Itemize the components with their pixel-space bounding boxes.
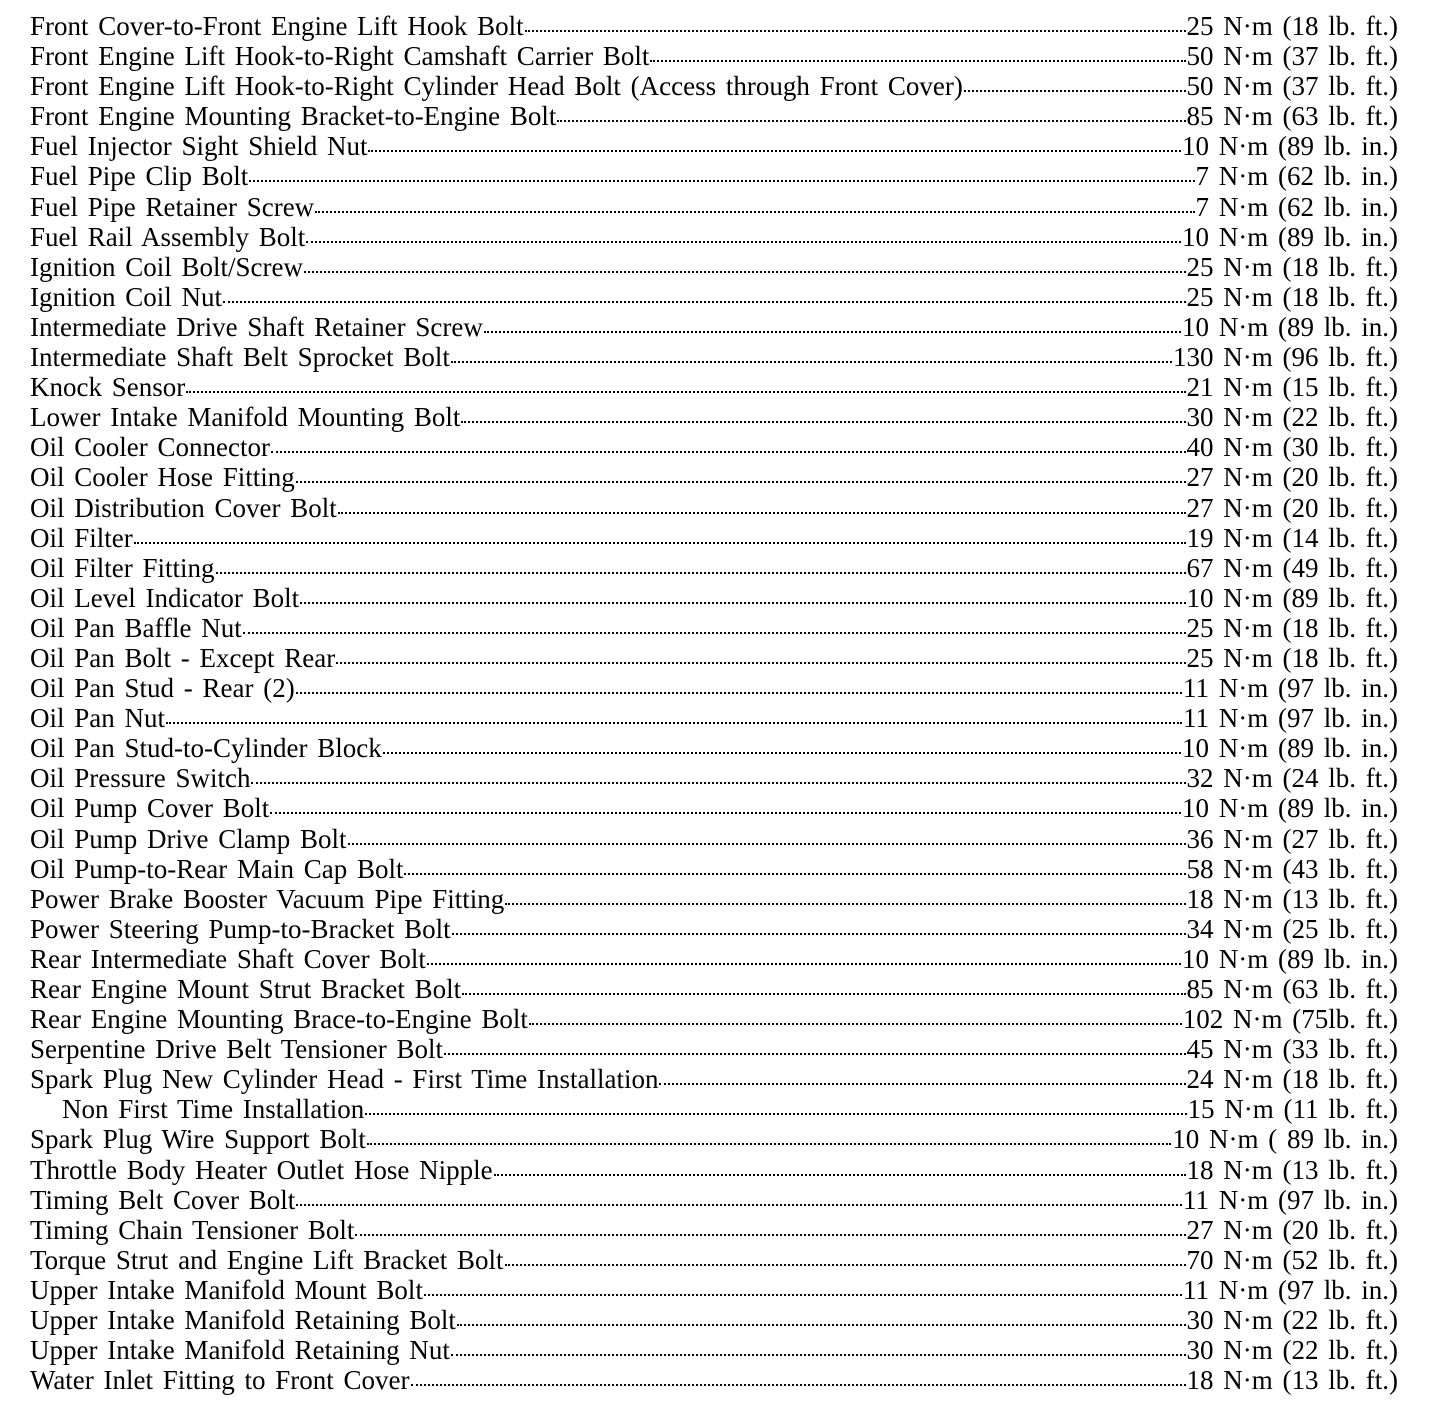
spec-label: Oil Pan Baffle Nut bbox=[30, 612, 242, 643]
spec-row bbox=[30, 884, 1398, 914]
spec-row bbox=[30, 41, 1398, 71]
spec-row bbox=[30, 161, 1398, 191]
dot-leader bbox=[296, 692, 1182, 694]
dot-leader bbox=[296, 481, 1186, 483]
dot-leader bbox=[505, 1264, 1186, 1266]
spec-label: Power Brake Booster Vacuum Pipe Fitting bbox=[30, 883, 505, 914]
dot-leader bbox=[424, 1294, 1182, 1296]
spec-label: Oil Pan Stud-to-Cylinder Block bbox=[30, 733, 382, 764]
spec-value: 10 N·m (89 lb. in.) bbox=[1182, 943, 1398, 974]
dot-leader bbox=[304, 271, 1186, 273]
spec-label: Oil Pump-to-Rear Main Cap Bolt bbox=[30, 853, 404, 884]
spec-value: 19 N·m (14 lb. ft.) bbox=[1186, 522, 1398, 553]
spec-label: Oil Distribution Cover Bolt bbox=[30, 492, 337, 523]
spec-value: 25 N·m (18 lb. ft.) bbox=[1186, 11, 1398, 41]
spec-label: Oil Filter bbox=[30, 522, 133, 553]
spec-row bbox=[30, 432, 1398, 462]
spec-label: Ignition Coil Bolt/Screw bbox=[30, 251, 303, 282]
dot-leader bbox=[296, 1204, 1182, 1206]
spec-row bbox=[30, 763, 1398, 793]
dot-leader bbox=[336, 662, 1185, 664]
dot-leader bbox=[659, 1083, 1185, 1085]
dot-leader bbox=[462, 993, 1185, 995]
spec-label: Fuel Rail Assembly Bolt bbox=[30, 221, 306, 252]
dot-leader bbox=[529, 1023, 1182, 1025]
dot-leader bbox=[650, 60, 1185, 62]
spec-label: Oil Level Indicator Bolt bbox=[30, 582, 300, 613]
spec-label: Knock Sensor bbox=[30, 372, 186, 403]
spec-value: 7 N·m (62 lb. in.) bbox=[1195, 191, 1398, 222]
dot-leader bbox=[338, 512, 1186, 514]
spec-value: 15 N·m (11 lb. ft.) bbox=[1187, 1094, 1398, 1125]
spec-row bbox=[30, 824, 1398, 854]
dot-leader bbox=[525, 30, 1186, 32]
spec-value: 32 N·m (24 lb. ft.) bbox=[1186, 763, 1398, 794]
spec-row bbox=[30, 222, 1398, 252]
dot-leader bbox=[505, 903, 1185, 905]
spec-value: 10 N·m (89 lb. ft.) bbox=[1186, 582, 1398, 613]
spec-row bbox=[30, 613, 1398, 643]
spec-row bbox=[30, 372, 1398, 402]
dot-leader bbox=[216, 572, 1186, 574]
spec-value: 24 N·m (18 lb. ft.) bbox=[1186, 1064, 1398, 1095]
spec-row bbox=[30, 462, 1398, 492]
spec-label: Timing Belt Cover Bolt bbox=[30, 1184, 296, 1215]
dot-leader bbox=[452, 933, 1186, 935]
spec-row bbox=[30, 1094, 1398, 1124]
spec-label: Rear Intermediate Shaft Cover Bolt bbox=[30, 943, 426, 974]
spec-label: Lower Intake Manifold Mounting Bolt bbox=[30, 402, 461, 433]
spec-value: 30 N·m (22 lb. ft.) bbox=[1186, 1335, 1398, 1366]
spec-label: Power Steering Pump-to-Bracket Bolt bbox=[30, 913, 451, 944]
spec-row bbox=[30, 312, 1398, 342]
spec-row bbox=[30, 192, 1398, 222]
spec-label: Upper Intake Manifold Retaining Bolt bbox=[30, 1305, 456, 1336]
spec-label: Fuel Pipe Retainer Screw bbox=[30, 191, 315, 222]
spec-label: Upper Intake Manifold Mount Bolt bbox=[30, 1274, 423, 1305]
spec-label: Timing Chain Tensioner Bolt bbox=[30, 1214, 355, 1245]
spec-row bbox=[30, 703, 1398, 733]
spec-value: 25 N·m (18 lb. ft.) bbox=[1186, 642, 1398, 673]
dot-leader bbox=[306, 241, 1181, 243]
spec-label: Oil Pump Drive Clamp Bolt bbox=[30, 823, 347, 854]
spec-value: 130 N·m (96 lb. ft.) bbox=[1173, 342, 1398, 373]
dot-leader bbox=[444, 1053, 1185, 1055]
spec-row bbox=[30, 131, 1398, 161]
spec-value: 27 N·m (20 lb. ft.) bbox=[1186, 462, 1398, 493]
spec-row bbox=[30, 1275, 1398, 1305]
spec-label: Rear Engine Mount Strut Bracket Bolt bbox=[30, 974, 462, 1004]
spec-value: 102 N·m (75lb. ft.) bbox=[1182, 1004, 1398, 1035]
spec-row bbox=[30, 11, 1398, 41]
spec-row bbox=[30, 1305, 1398, 1335]
dot-leader bbox=[411, 1384, 1186, 1386]
spec-label: Torque Strut and Engine Lift Bracket Bolt bbox=[30, 1244, 504, 1275]
spec-row bbox=[30, 793, 1398, 823]
dot-leader bbox=[348, 843, 1186, 845]
dot-leader bbox=[166, 722, 1182, 724]
spec-label: Water Inlet Fitting to Front Cover bbox=[30, 1365, 410, 1396]
spec-value: 10 N·m (89 lb. in.) bbox=[1182, 793, 1398, 824]
torque-spec-list bbox=[30, 11, 1398, 1395]
spec-row bbox=[30, 493, 1398, 523]
spec-row bbox=[30, 673, 1398, 703]
dot-leader bbox=[404, 873, 1185, 875]
spec-value: 10 N·m (89 lb. in.) bbox=[1182, 733, 1398, 764]
spec-label: Oil Pan Stud - Rear (2) bbox=[30, 673, 295, 704]
spec-value: 11 N·m (97 lb. in.) bbox=[1183, 1274, 1398, 1305]
spec-label: Front Engine Lift Hook-to-Right Cylinder Head Bolt (Access through Front Cover) bbox=[30, 71, 963, 102]
dot-leader bbox=[427, 963, 1181, 965]
dot-leader bbox=[368, 150, 1181, 152]
spec-row bbox=[30, 1155, 1398, 1185]
dot-leader bbox=[249, 180, 1194, 182]
spec-row bbox=[30, 1245, 1398, 1275]
spec-value: 25 N·m (18 lb. ft.) bbox=[1186, 281, 1398, 312]
spec-row bbox=[30, 282, 1398, 312]
spec-value: 50 N·m (37 lb. ft.) bbox=[1186, 41, 1398, 72]
spec-value: 10 N·m (89 lb. in.) bbox=[1182, 131, 1398, 162]
spec-value: 11 N·m (97 lb. in.) bbox=[1183, 1184, 1398, 1215]
dot-leader bbox=[243, 632, 1186, 634]
dot-leader bbox=[270, 812, 1181, 814]
dot-leader bbox=[964, 90, 1186, 92]
spec-label: Rear Engine Mounting Brace-to-Engine Bolt bbox=[30, 1004, 528, 1035]
spec-row bbox=[30, 733, 1398, 763]
spec-value: 21 N·m (15 lb. ft.) bbox=[1186, 372, 1398, 403]
dot-leader bbox=[557, 120, 1185, 122]
dot-leader bbox=[461, 421, 1185, 423]
spec-label: Non First Time Installation bbox=[62, 1094, 365, 1125]
spec-row bbox=[30, 1185, 1398, 1215]
spec-label: Oil Cooler Connector bbox=[30, 432, 270, 463]
spec-row bbox=[30, 101, 1398, 131]
spec-value: 30 N·m (22 lb. ft.) bbox=[1186, 402, 1398, 433]
spec-label: Oil Pan Nut bbox=[30, 703, 166, 734]
spec-label: Spark Plug New Cylinder Head - First Time Installation bbox=[30, 1064, 659, 1095]
spec-label: Front Engine Mounting Bracket-to-Engine Bolt bbox=[30, 101, 557, 132]
spec-row bbox=[30, 1124, 1398, 1154]
spec-value: 50 N·m (37 lb. ft.) bbox=[1186, 71, 1398, 102]
dot-leader bbox=[365, 1113, 1186, 1115]
spec-value: 25 N·m (18 lb. ft.) bbox=[1186, 612, 1398, 643]
spec-value: 18 N·m (13 lb. ft.) bbox=[1186, 883, 1398, 914]
spec-row bbox=[30, 974, 1398, 1004]
spec-row bbox=[30, 854, 1398, 884]
spec-row bbox=[30, 1034, 1398, 1064]
dot-leader bbox=[251, 782, 1185, 784]
spec-value: 18 N·m (13 lb. ft.) bbox=[1186, 1154, 1398, 1185]
spec-label: Intermediate Shaft Belt Sprocket Bolt bbox=[30, 342, 450, 373]
spec-value: 40 N·m (30 lb. ft.) bbox=[1186, 432, 1398, 463]
spec-value: 27 N·m (20 lb. ft.) bbox=[1186, 1214, 1398, 1245]
spec-value: 70 N·m (52 lb. ft.) bbox=[1186, 1244, 1398, 1275]
spec-row bbox=[30, 1004, 1398, 1034]
spec-label: Oil Cooler Hose Fitting bbox=[30, 462, 295, 493]
dot-leader bbox=[223, 301, 1186, 303]
spec-value: 85 N·m (63 lb. ft.) bbox=[1186, 101, 1398, 132]
spec-value: 67 N·m (49 lb. ft.) bbox=[1186, 552, 1398, 583]
dot-leader bbox=[300, 602, 1185, 604]
spec-value: 7 N·m (62 lb. in.) bbox=[1195, 161, 1398, 192]
spec-label: Fuel Injector Sight Shield Nut bbox=[30, 131, 368, 162]
spec-row bbox=[30, 944, 1398, 974]
dot-leader bbox=[484, 331, 1181, 333]
spec-label: Ignition Coil Nut bbox=[30, 281, 223, 312]
spec-value: 85 N·m (63 lb. ft.) bbox=[1186, 974, 1398, 1004]
spec-row bbox=[30, 1215, 1398, 1245]
dot-leader bbox=[367, 1143, 1171, 1145]
spec-value: 11 N·m (97 lb. in.) bbox=[1183, 703, 1398, 734]
spec-value: 10 N·m (89 lb. in.) bbox=[1182, 221, 1398, 252]
dot-leader bbox=[457, 1324, 1186, 1326]
dot-leader bbox=[355, 1234, 1185, 1236]
spec-value: 58 N·m (43 lb. ft.) bbox=[1186, 853, 1398, 884]
spec-value: 10 N·m (89 lb. in.) bbox=[1182, 311, 1398, 342]
spec-label: Spark Plug Wire Support Bolt bbox=[30, 1124, 366, 1155]
spec-label: Oil Pressure Switch bbox=[30, 763, 251, 794]
spec-row bbox=[30, 342, 1398, 372]
spec-row bbox=[30, 583, 1398, 613]
spec-label: Oil Filter Fitting bbox=[30, 552, 215, 583]
spec-label: Front Cover-to-Front Engine Lift Hook Bolt bbox=[30, 11, 524, 41]
spec-row bbox=[30, 252, 1398, 282]
spec-row bbox=[30, 643, 1398, 673]
spec-label: Oil Pump Cover Bolt bbox=[30, 793, 270, 824]
spec-value: 34 N·m (25 lb. ft.) bbox=[1186, 913, 1398, 944]
spec-row bbox=[30, 914, 1398, 944]
spec-value: 30 N·m (22 lb. ft.) bbox=[1186, 1305, 1398, 1336]
dot-leader bbox=[134, 542, 1186, 544]
spec-row bbox=[30, 1064, 1398, 1094]
dot-leader bbox=[451, 361, 1172, 363]
spec-value: 36 N·m (27 lb. ft.) bbox=[1186, 823, 1398, 854]
spec-label: Upper Intake Manifold Retaining Nut bbox=[30, 1335, 450, 1366]
dot-leader bbox=[186, 391, 1185, 393]
spec-value: 45 N·m (33 lb. ft.) bbox=[1186, 1034, 1398, 1065]
spec-value: 27 N·m (20 lb. ft.) bbox=[1186, 492, 1398, 523]
dot-leader bbox=[494, 1174, 1186, 1176]
dot-leader bbox=[315, 211, 1194, 213]
dot-leader bbox=[383, 752, 1181, 754]
spec-row bbox=[30, 553, 1398, 583]
spec-label: Oil Pan Bolt - Except Rear bbox=[30, 642, 336, 673]
spec-value: 11 N·m (97 lb. in.) bbox=[1183, 673, 1398, 704]
spec-value: 18 N·m (13 lb. ft.) bbox=[1186, 1365, 1398, 1396]
spec-label: Fuel Pipe Clip Bolt bbox=[30, 161, 249, 192]
dot-leader bbox=[451, 1354, 1186, 1356]
spec-row bbox=[30, 1335, 1398, 1365]
spec-value: 25 N·m (18 lb. ft.) bbox=[1186, 251, 1398, 282]
spec-row bbox=[30, 523, 1398, 553]
spec-label: Serpentine Drive Belt Tensioner Bolt bbox=[30, 1034, 444, 1065]
spec-label: Front Engine Lift Hook-to-Right Camshaft Carrier Bolt bbox=[30, 41, 650, 72]
spec-row bbox=[30, 402, 1398, 432]
spec-row bbox=[30, 71, 1398, 101]
spec-label: Throttle Body Heater Outlet Hose Nipple bbox=[30, 1154, 493, 1185]
dot-leader bbox=[271, 451, 1186, 453]
spec-value: 10 N·m ( 89 lb. in.) bbox=[1172, 1124, 1398, 1155]
spec-label: Intermediate Drive Shaft Retainer Screw bbox=[30, 311, 483, 342]
spec-row bbox=[30, 1365, 1398, 1395]
